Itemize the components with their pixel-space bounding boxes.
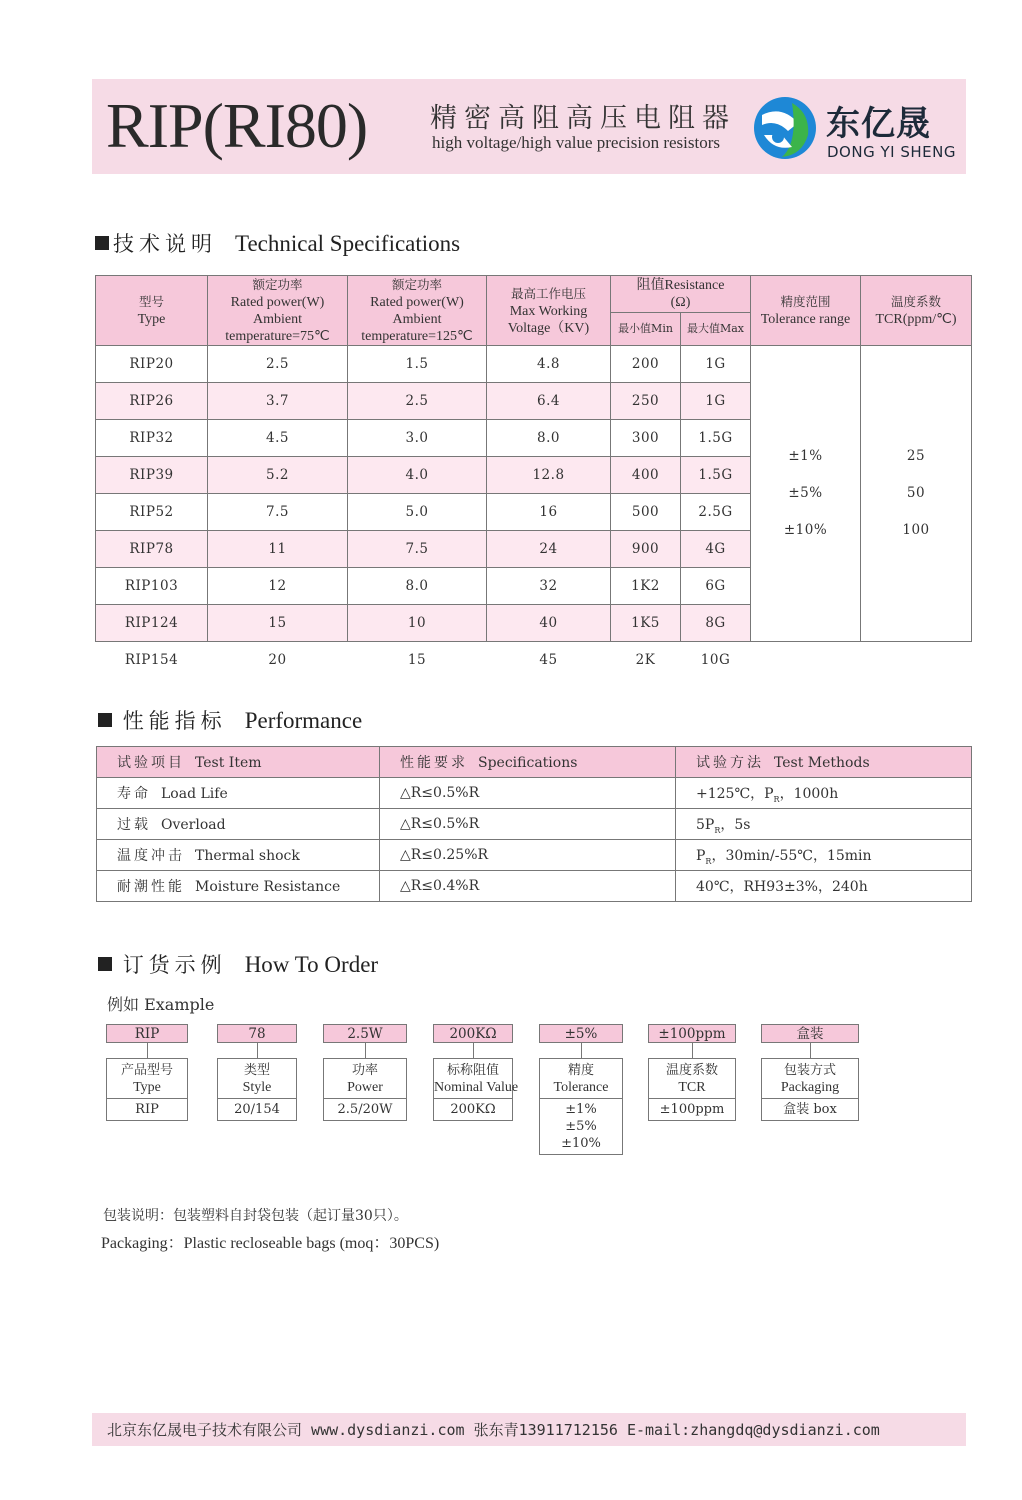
spec-cell-volt: 6.4	[487, 383, 611, 420]
perf-method-text: 40℃，RH93±3%，240h	[696, 878, 868, 895]
spec-cell-min: 200	[611, 346, 681, 383]
order-field-label-cn: 标称阻值	[446, 1063, 499, 1078]
spec-cell-p125: 15	[407, 652, 427, 668]
spec-cell-max: 4G	[681, 531, 751, 568]
performance-heading	[98, 705, 362, 735]
perf-method-text: 5P	[696, 816, 715, 833]
order-heading	[98, 949, 378, 979]
spec-cell-min: 300	[611, 420, 681, 457]
footer-contact: 北京东亿晟电子技术有限公司 www.dysdianzi.com 张东青13911712156 E-mail:zhangdq@dysdianzi.com	[107, 1421, 880, 1439]
order-field-box	[323, 1058, 407, 1121]
spec-row	[96, 346, 972, 383]
perf-spec: △R≤0.5%R	[380, 809, 676, 840]
order-field-box	[539, 1058, 623, 1155]
perf-method-text: P	[696, 847, 706, 864]
order-field-values	[649, 1099, 735, 1120]
perf-test-item	[97, 778, 380, 809]
order-field-values	[434, 1099, 512, 1120]
perf-test-item-cn: 过载	[117, 817, 151, 833]
spec-cell-p75: 2.5	[208, 346, 348, 383]
performance-heading-en: Performance	[244, 708, 363, 733]
order-field-label	[649, 1059, 735, 1099]
packaging-note-en: Packaging：Plastic recloseable bags (moq：30PCS)	[101, 1235, 440, 1252]
order-field-box	[761, 1058, 859, 1121]
spec-cell-p75: 3.7	[208, 383, 348, 420]
spec-cell-type: RIP26	[96, 383, 208, 420]
perf-test-item-cn: 寿命	[117, 786, 151, 802]
spec-cell-type: RIP39	[96, 457, 208, 494]
perf-test-item-cn: 温度冲击	[117, 848, 185, 864]
spec-cell-p125: 3.0	[348, 420, 487, 457]
tech-spec-heading	[95, 228, 460, 258]
tolerance-value: ±5%	[788, 485, 823, 501]
spec-cell-max: 6G	[681, 568, 751, 605]
spec-cell-max: 8G	[681, 605, 751, 642]
product-title-en: high voltage/high value precision resistors	[432, 133, 720, 152]
perf-method-text-rest: ，1000h	[779, 785, 839, 802]
perf-spec: △R≤0.25%R	[380, 840, 676, 871]
perf-col-header-cn: 试验项目	[117, 755, 185, 771]
perf-col-header-cn: 性能要求	[400, 755, 468, 771]
order-field-label-en: Nominal Value	[434, 1080, 519, 1095]
perf-method-subscript: R	[714, 825, 721, 835]
perf-col-header-en: Specifications	[478, 755, 578, 771]
order-example-label: 例如 Example	[107, 995, 215, 1014]
perf-method-text: +125℃，P	[696, 785, 774, 802]
connector-line	[147, 1043, 148, 1058]
brand-name-cn: 东亿晟	[826, 104, 931, 144]
spec-cell-type: RIP32	[96, 420, 208, 457]
perf-method-subscript: R	[705, 856, 712, 866]
order-field-value: 盒装 box	[783, 1102, 837, 1117]
tolerance-value: ±1%	[788, 448, 823, 464]
order-code-tag: ±5%	[539, 1024, 623, 1043]
square-bullet-icon	[95, 236, 109, 250]
order-field-value: 20/154	[234, 1102, 280, 1117]
empty-cell	[861, 642, 972, 679]
spec-cell-volt: 8.0	[487, 420, 611, 457]
order-field-label	[218, 1059, 296, 1099]
order-field-label	[434, 1059, 519, 1099]
col-header-type: 型号 Type	[96, 276, 208, 346]
perf-row	[97, 871, 972, 902]
spec-cell-min: 500	[611, 494, 681, 531]
spec-cell-p75: 11	[208, 531, 348, 568]
perf-col-header-en: Test Item	[195, 755, 262, 771]
tcr-value: 25	[906, 448, 926, 464]
order-field-value: ±100ppm	[659, 1102, 725, 1117]
spec-cell-min: 250	[611, 383, 681, 420]
spec-cell-type: RIP78	[96, 531, 208, 568]
order-field-label	[324, 1059, 406, 1099]
spec-cell-min: 400	[611, 457, 681, 494]
perf-test-item-en: Overload	[161, 817, 226, 833]
order-heading-en: How To Order	[244, 952, 379, 977]
order-field-label-en: Power	[347, 1080, 383, 1095]
spec-cell-min: 1K5	[611, 605, 681, 642]
spec-cell-p125: 2.5	[348, 383, 487, 420]
spec-cell-volt: 12.8	[487, 457, 611, 494]
performance-table	[96, 746, 972, 902]
tech-spec-heading-en: Technical Specifications	[235, 231, 461, 256]
order-field-value: 200KΩ	[450, 1102, 496, 1117]
perf-test-item	[97, 871, 380, 902]
col-header-max-voltage: 最高工作电压 Max Working Voltage（KV)	[487, 276, 611, 346]
spec-cell-volt: 16	[487, 494, 611, 531]
tcr-value: 50	[906, 485, 926, 501]
perf-row	[97, 840, 972, 871]
perf-col-header	[676, 747, 972, 778]
col-header-min: 最小值Min	[611, 312, 681, 345]
spec-cell-p125: 8.0	[348, 568, 487, 605]
perf-method	[676, 840, 972, 871]
order-field-label	[762, 1059, 858, 1099]
product-title: RIP(RI80)	[106, 90, 368, 161]
spec-cell-max: 1G	[681, 383, 751, 420]
order-field-label-en: Type	[133, 1080, 161, 1095]
col-header-power-125: 额定功率 Rated power(W) Ambient temperature=125℃	[348, 276, 487, 346]
spec-cell-type: RIP20	[96, 346, 208, 383]
tolerance-merged-cell	[751, 346, 861, 642]
perf-test-item-en: Load Life	[161, 786, 228, 802]
spec-cell-p125: 5.0	[348, 494, 487, 531]
perf-method-subscript: R	[773, 794, 780, 804]
perf-test-item-en: Moisture Resistance	[195, 879, 341, 895]
spec-cell-type: RIP52	[96, 494, 208, 531]
col-header-power-75: 额定功率 Rated power(W) Ambient temperature=75℃	[208, 276, 348, 346]
spec-cell-p75: 20	[268, 652, 287, 668]
perf-method-text-rest: ，5s	[720, 816, 751, 833]
order-field-box	[433, 1058, 519, 1121]
spec-cell-volt: 4.8	[487, 346, 611, 383]
order-field-label-cn: 精度	[567, 1063, 594, 1078]
order-field-values	[107, 1099, 187, 1120]
order-field-box	[106, 1058, 188, 1121]
order-code-tag: 200KΩ	[433, 1024, 513, 1043]
spec-cell-volt: 45	[539, 652, 558, 668]
packaging-note-cn: 包装说明：包装塑料自封袋包装（起订量30只）。	[103, 1208, 408, 1224]
order-field-value: ±10%	[561, 1136, 601, 1151]
performance-heading-cn: 性能指标	[122, 709, 227, 733]
order-field-label-cn: 温度系数	[665, 1063, 718, 1078]
order-field-value: ±1%	[565, 1102, 597, 1117]
square-bullet-icon	[98, 957, 112, 971]
connector-line	[473, 1043, 474, 1058]
spec-cell-min: 900	[611, 531, 681, 568]
order-code-tag: RIP	[106, 1024, 188, 1043]
order-field-value: RIP	[135, 1102, 159, 1117]
product-title-cn: 精密高阻高压电阻器	[430, 103, 736, 134]
perf-col-header	[380, 747, 676, 778]
perf-row	[97, 809, 972, 840]
order-field-values	[762, 1099, 858, 1120]
perf-method-text-rest: ，30min/-55℃，15min	[711, 847, 872, 864]
order-field-label	[540, 1059, 622, 1099]
order-field-label	[107, 1059, 187, 1099]
spec-cell-p125: 1.5	[348, 346, 487, 383]
perf-test-item	[97, 809, 380, 840]
perf-spec: △R≤0.5%R	[380, 778, 676, 809]
col-header-max: 最大值Max	[681, 312, 751, 345]
spec-cell-type: RIP124	[96, 605, 208, 642]
spec-cell-p125: 10	[348, 605, 487, 642]
connector-line	[692, 1043, 693, 1058]
perf-row	[97, 778, 972, 809]
order-field-value: ±5%	[565, 1119, 597, 1134]
spec-cell-p75: 7.5	[208, 494, 348, 531]
order-field-box	[648, 1058, 736, 1121]
tech-spec-table	[95, 275, 972, 678]
order-code-tag: 78	[217, 1024, 297, 1043]
spec-cell-p75: 15	[208, 605, 348, 642]
order-code-tag: 盒装	[761, 1024, 859, 1043]
dys-logo-icon	[752, 95, 818, 161]
tcr-merged-cell	[861, 346, 972, 642]
order-heading-cn: 订货示例	[122, 953, 227, 977]
connector-line	[581, 1043, 582, 1058]
spec-cell-max: 2.5G	[681, 494, 751, 531]
spec-cell-volt: 40	[487, 605, 611, 642]
perf-test-item-en: Thermal shock	[195, 848, 300, 864]
tcr-value: 100	[902, 522, 930, 538]
order-field-label-en: Style	[242, 1080, 272, 1095]
perf-spec: △R≤0.4%R	[380, 871, 676, 902]
connector-line	[810, 1043, 811, 1058]
col-header-resistance: 阻值Resistance (Ω)	[611, 276, 751, 313]
brand-name-en: DONG YI SHENG	[827, 143, 956, 161]
connector-line	[365, 1043, 366, 1058]
tolerance-value: ±10%	[783, 522, 828, 538]
perf-col-header	[97, 747, 380, 778]
order-field-values	[540, 1099, 622, 1154]
perf-method	[676, 871, 972, 902]
perf-col-header-en: Test Methods	[774, 755, 870, 771]
order-field-label-en: Tolerance	[553, 1080, 609, 1095]
perf-test-item-cn: 耐潮性能	[117, 879, 185, 895]
spec-cell-max: 1.5G	[681, 457, 751, 494]
order-field-label-en: TCR	[678, 1080, 706, 1095]
order-field-label-en: Packaging	[780, 1080, 840, 1095]
spec-cell-min: 2K	[635, 652, 656, 668]
order-field-label-cn: 类型	[243, 1063, 270, 1078]
spec-cell-min: 1K2	[611, 568, 681, 605]
spec-cell-max: 1.5G	[681, 420, 751, 457]
spec-cell-p75: 5.2	[208, 457, 348, 494]
spec-row	[96, 642, 972, 679]
order-field-value: 2.5/20W	[337, 1102, 393, 1117]
perf-method	[676, 778, 972, 809]
spec-cell-type: RIP103	[96, 568, 208, 605]
perf-test-item	[97, 840, 380, 871]
connector-line	[257, 1043, 258, 1058]
order-field-label-cn: 产品型号	[120, 1063, 173, 1078]
spec-cell-volt: 32	[487, 568, 611, 605]
order-code-tag: 2.5W	[323, 1024, 407, 1043]
square-bullet-icon	[98, 713, 112, 727]
order-field-label-cn: 包装方式	[783, 1063, 836, 1078]
spec-cell-max: 1G	[681, 346, 751, 383]
perf-method	[676, 809, 972, 840]
spec-cell-p125: 4.0	[348, 457, 487, 494]
spec-cell-type: RIP154	[124, 652, 179, 668]
tech-spec-heading-cn: 技术说明	[113, 232, 217, 256]
spec-cell-volt: 24	[487, 531, 611, 568]
spec-cell-p75: 4.5	[208, 420, 348, 457]
spec-cell-p75: 12	[208, 568, 348, 605]
col-header-tcr: 温度系数 TCR(ppm/℃)	[861, 276, 972, 346]
spec-cell-p125: 7.5	[348, 531, 487, 568]
order-code-tag: ±100ppm	[648, 1024, 736, 1043]
order-field-box	[217, 1058, 297, 1121]
col-header-tolerance: 精度范围 Tolerance range	[751, 276, 861, 346]
order-field-values	[218, 1099, 296, 1120]
perf-col-header-cn: 试验方法	[696, 755, 764, 771]
empty-cell	[751, 642, 861, 679]
order-field-label-cn: 功率	[351, 1063, 378, 1078]
spec-cell-max: 10G	[700, 652, 731, 668]
order-field-values	[324, 1099, 406, 1120]
